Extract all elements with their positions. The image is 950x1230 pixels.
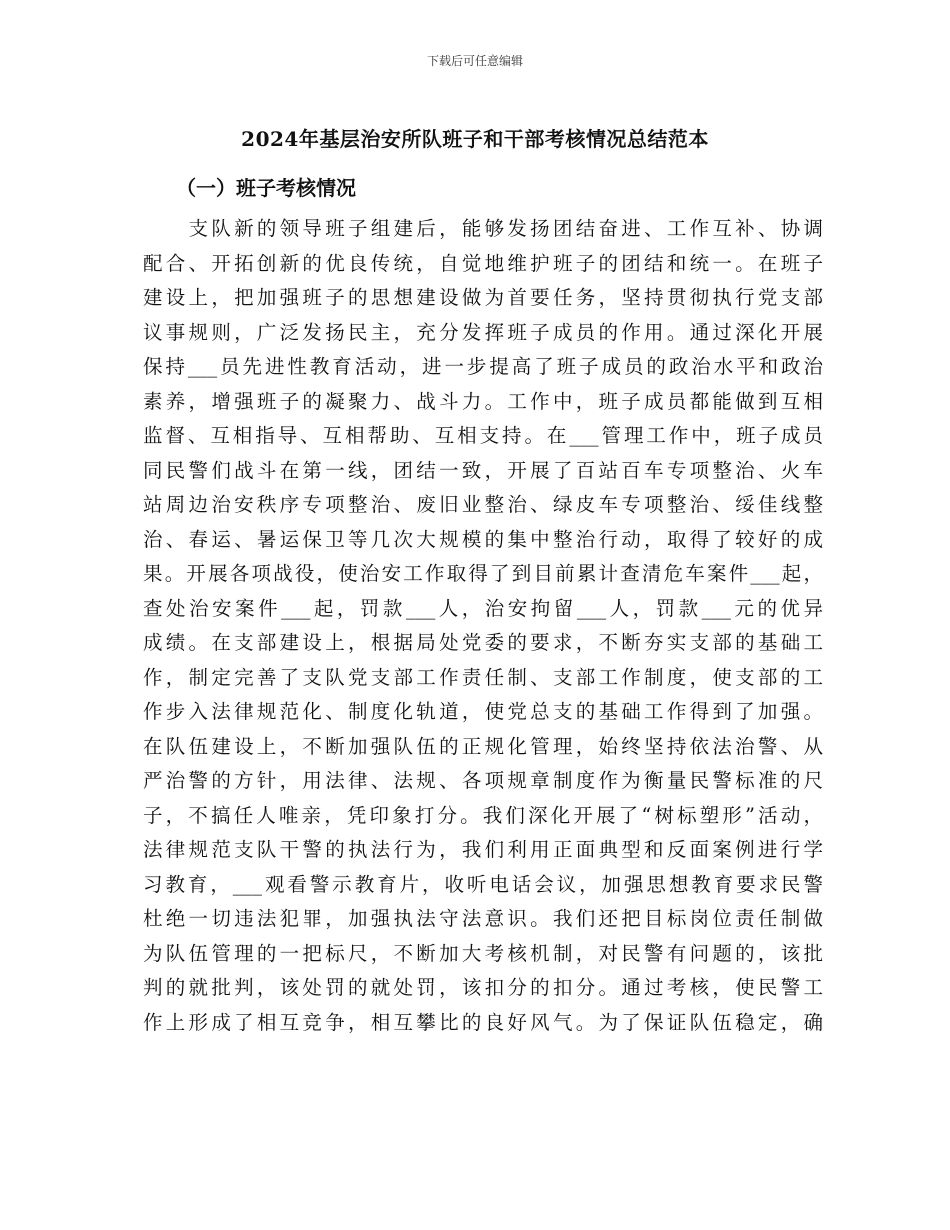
body-line: 站周边治安秩序专项整治、废旧业整治、绿皮车专项整治、绥佳线整 (143, 493, 823, 516)
body-line: 保持___员先进性教育活动，进一步提高了班子成员的政治水平和政治 (143, 355, 823, 378)
body-line: 杜绝一切违法犯罪，加强执法守法意识。我们还把目标岗位责任制做 (143, 907, 823, 930)
body-line: 子，不搞任人唯亲，凭印象打分。我们深化开展了“树标塑形”活动， (143, 803, 823, 827)
body-line: 作上形成了相互竞争，相互攀比的良好风气。为了保证队伍稳定，确 (143, 1010, 823, 1034)
body-line: 法律规范支队干警的执法行为，我们利用正面典型和反面案例进行学 (143, 838, 823, 861)
body-line: 建设上，把加强班子的思想建设做为首要任务，坚持贯彻执行党支部 (143, 286, 823, 309)
body-line: 议事规则，广泛发扬民主，充分发挥班子成员的作用。通过深化开展 (143, 320, 823, 344)
body-line: 成绩。在支部建设上，根据局处党委的要求，不断夯实支部的基础工 (143, 631, 823, 654)
body-line: 在队伍建设上，不断加强队伍的正规化管理，始终坚持依法治警、从 (143, 734, 823, 758)
body-line: 监督、互相指导、互相帮助、互相支持。在___管理工作中，班子成员 (143, 424, 823, 447)
body-line: 习教育，___观看警示教育片，收听电话会议，加强思想教育要求民警 (143, 872, 823, 896)
body-line: 判的就批判，该处罚的就处罚，该扣分的扣分。通过考核，使民警工 (143, 976, 823, 999)
body-line: 查处治安案件___起，罚款___人，治安拘留___人，罚款___元的优异 (143, 596, 823, 620)
body-paragraph (143, 212, 823, 1040)
body-line: 支队新的领导班子组建后，能够发扬团结奋进、工作互补、协调 (143, 217, 823, 240)
body-line: 严治警的方针，用法律、法规、各项规章制度作为衡量民警标准的尺 (143, 769, 823, 792)
body-line: 素养，增强班子的凝聚力、战斗力。工作中，班子成员都能做到互相 (143, 389, 823, 413)
body-line: 同民警们战斗在第一线，团结一致，开展了百站百车专项整治、火车 (143, 458, 823, 482)
document-title: 2024年基层治安所队班子和干部考核情况总结范本 (241, 127, 709, 151)
header-note: 下载后可任意编辑 (426, 54, 523, 68)
body-line: 作，制定完善了支队党支部工作责任制、支部工作制度，使支部的工 (143, 665, 823, 689)
section-heading: （一）班子考核情况 (176, 176, 356, 200)
body-line: 配合、开拓创新的优良传统，自觉地维护班子的团结和统一。在班子 (143, 251, 823, 275)
body-line: 治、春运、暑运保卫等几次大规模的集中整治行动，取得了较好的成 (143, 527, 823, 551)
body-line: 果。开展各项战役，使治安工作取得了到目前累计查清危车案件___起， (143, 562, 823, 585)
body-line: 作步入法律规范化、制度化轨道，使党总支的基础工作得到了加强。 (143, 700, 823, 723)
body-line: 为队伍管理的一把标尺，不断加大考核机制，对民警有问题的，该批 (143, 941, 823, 965)
